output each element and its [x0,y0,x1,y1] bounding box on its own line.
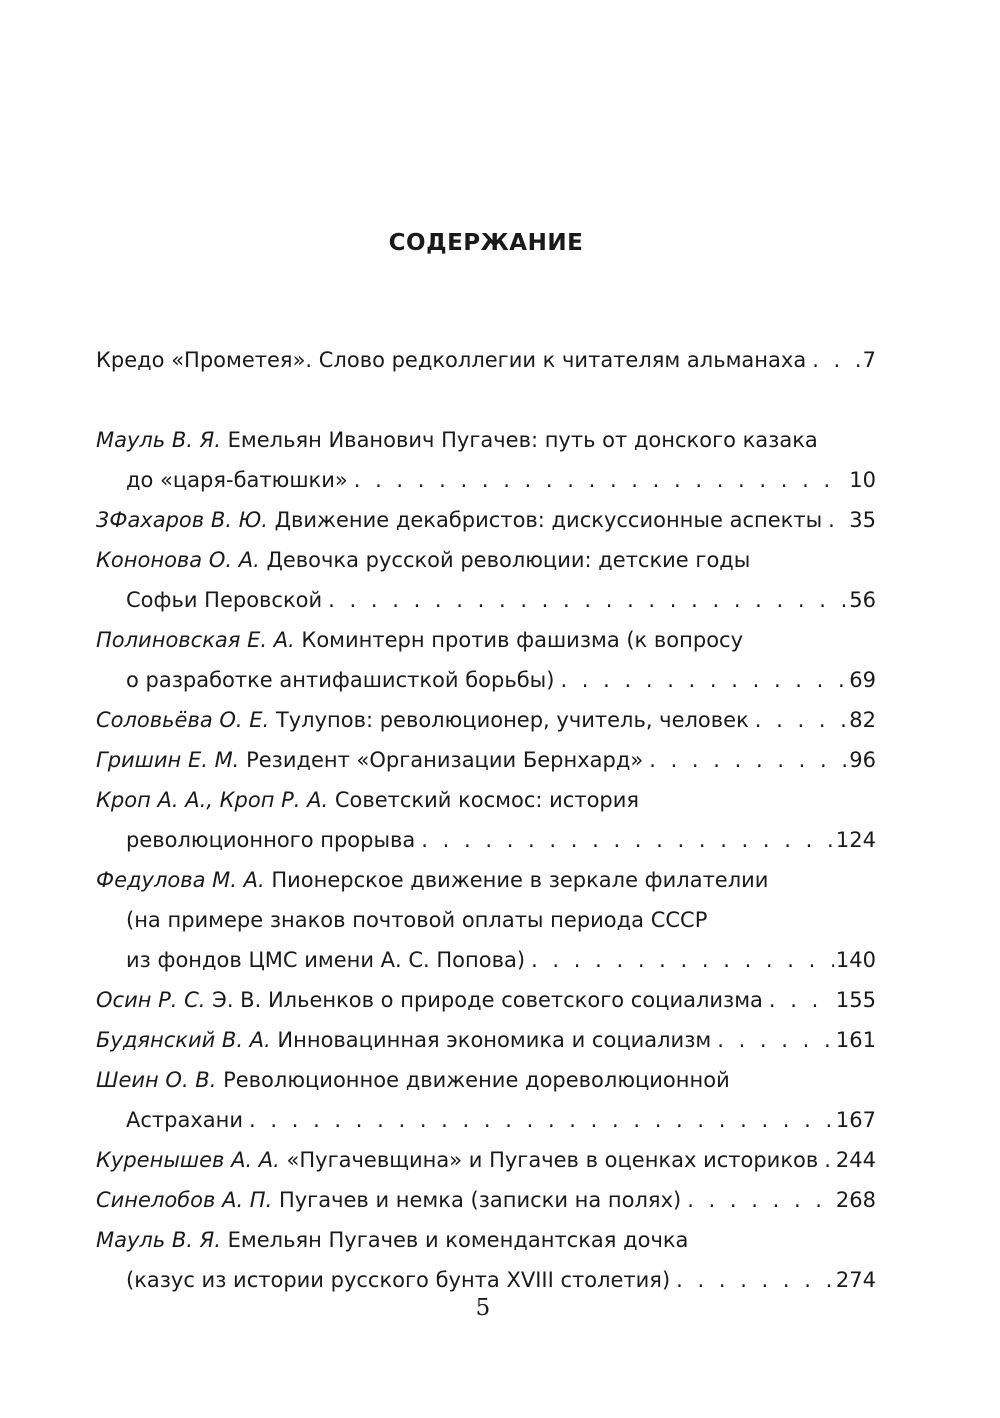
entry-title: Тулупов: революционер, учитель, человек [275,708,749,732]
entry-page: 140 [835,948,876,972]
toc-entry[interactable] [96,500,876,540]
entry-title: Емельян Иванович Пугачев: путь от донского казака [227,428,818,452]
entry-title: Емельян Пугачев и комендантская дочка [227,1228,689,1252]
entry-title: до «царя-батюшки» [126,468,348,492]
dot-leader [681,1180,834,1220]
entry-title: Софьи Перовской [126,588,323,612]
entry-author: Кононова О. А. [96,548,260,572]
entry-title: Э. В. Ильенков о природе советского социализма [212,988,763,1012]
entry-author: Кроп А. А., Кроп Р. А. [96,788,329,812]
toc-entry[interactable] [96,780,876,860]
entry-title: (на примере знаков почтовой оплаты периода СССР [126,908,708,932]
entry-author: Гришин Е. М. [96,748,240,772]
entry-page: 161 [835,1028,876,1052]
dot-leader [670,1260,834,1300]
toc-entry[interactable] [96,340,876,380]
entry-title: революционного прорыва [126,828,416,852]
dot-leader [806,340,860,380]
page-title: СОДЕРЖАНИЕ [388,230,584,256]
entry-title: (казус из истории русского бунта XVIII столетия) [126,1268,671,1292]
toc-entry[interactable] [96,540,876,620]
dot-leader [554,660,847,700]
dot-leader [643,740,847,780]
dot-leader [348,460,848,500]
entry-page: 56 [849,588,876,612]
toc-entry[interactable] [96,700,876,740]
entry-title: «Пугачевщина» и Пугачев в оценках историков [286,1148,819,1172]
toc-entry[interactable] [96,860,876,980]
toc-entry[interactable] [96,1220,876,1300]
dot-leader [711,1020,834,1060]
dot-leader [763,980,834,1020]
toc-entry[interactable] [96,620,876,700]
entry-page: 274 [835,1268,876,1292]
dot-leader [525,940,834,980]
entry-title: Советский космос: история [334,788,640,812]
toc-entry[interactable] [96,1180,876,1220]
toc-entry[interactable] [96,1060,876,1140]
entry-page: 167 [835,1108,876,1132]
table-of-contents [96,340,876,1300]
entry-page: 69 [849,668,876,692]
entry-title: Коминтерн против фашизма (к вопросу [301,628,744,652]
toc-entry[interactable] [96,1140,876,1180]
dot-leader [243,1100,834,1140]
entry-page: 268 [835,1188,876,1212]
entry-title: Резидент «Организации Бернхард» [246,748,644,772]
toc-entry[interactable] [96,740,876,780]
entry-author: Осин Р. С. [96,988,206,1012]
entry-author: Будянский В. А. [96,1028,271,1052]
toc-entry[interactable] [96,980,876,1020]
entry-page: 82 [849,708,876,732]
entry-title: о разработке антифашисткой борьбы) [126,668,555,692]
entry-title: Пугачев и немка (записки на полях) [278,1188,682,1212]
entry-author: Федулова М. А. [96,868,265,892]
entry-page: 124 [835,828,876,852]
dot-leader [322,580,847,620]
entry-page: 96 [849,748,876,772]
entry-title: из фондов ЦМС имени А. С. Попова) [126,948,526,972]
entry-author: Синелобов А. П. [96,1188,273,1212]
entry-page: 10 [849,468,876,492]
entry-title: Кредо «Прометея». Слово редколлегии к читателям альманаха [96,348,807,372]
entry-author: 3Фахаров В. Ю. [96,508,268,532]
entry-page: 7 [862,348,876,372]
entry-page: 244 [835,1148,876,1172]
entry-title: Революционное движение дореволюционной [223,1068,730,1092]
entry-page: 35 [849,508,876,532]
dot-leader [749,700,848,740]
page-number: 5 [475,1295,491,1321]
entry-author: Шеин О. В. [96,1068,217,1092]
entry-title: Астрахани [126,1108,244,1132]
toc-entry[interactable] [96,1020,876,1060]
dot-leader [818,1140,834,1180]
entry-author: Куренышев А. А. [96,1148,280,1172]
toc-entry[interactable] [96,420,876,500]
entry-author: Полиновская Е. А. [96,628,295,652]
entry-title: Девочка русской революции: детские годы [266,548,751,572]
dot-leader [415,820,834,860]
entry-author: Соловьёва О. Е. [96,708,270,732]
dot-leader [822,500,847,540]
entry-page: 155 [835,988,876,1012]
entry-author: Мауль В. Я. [96,428,221,452]
entry-title: Движение декабристов: дискуссионные аспекты [274,508,823,532]
entry-author: Мауль В. Я. [96,1228,221,1252]
entry-title: Пионерское движение в зеркале филателии [271,868,769,892]
entry-title: Инновацинная экономика и социализм [277,1028,712,1052]
